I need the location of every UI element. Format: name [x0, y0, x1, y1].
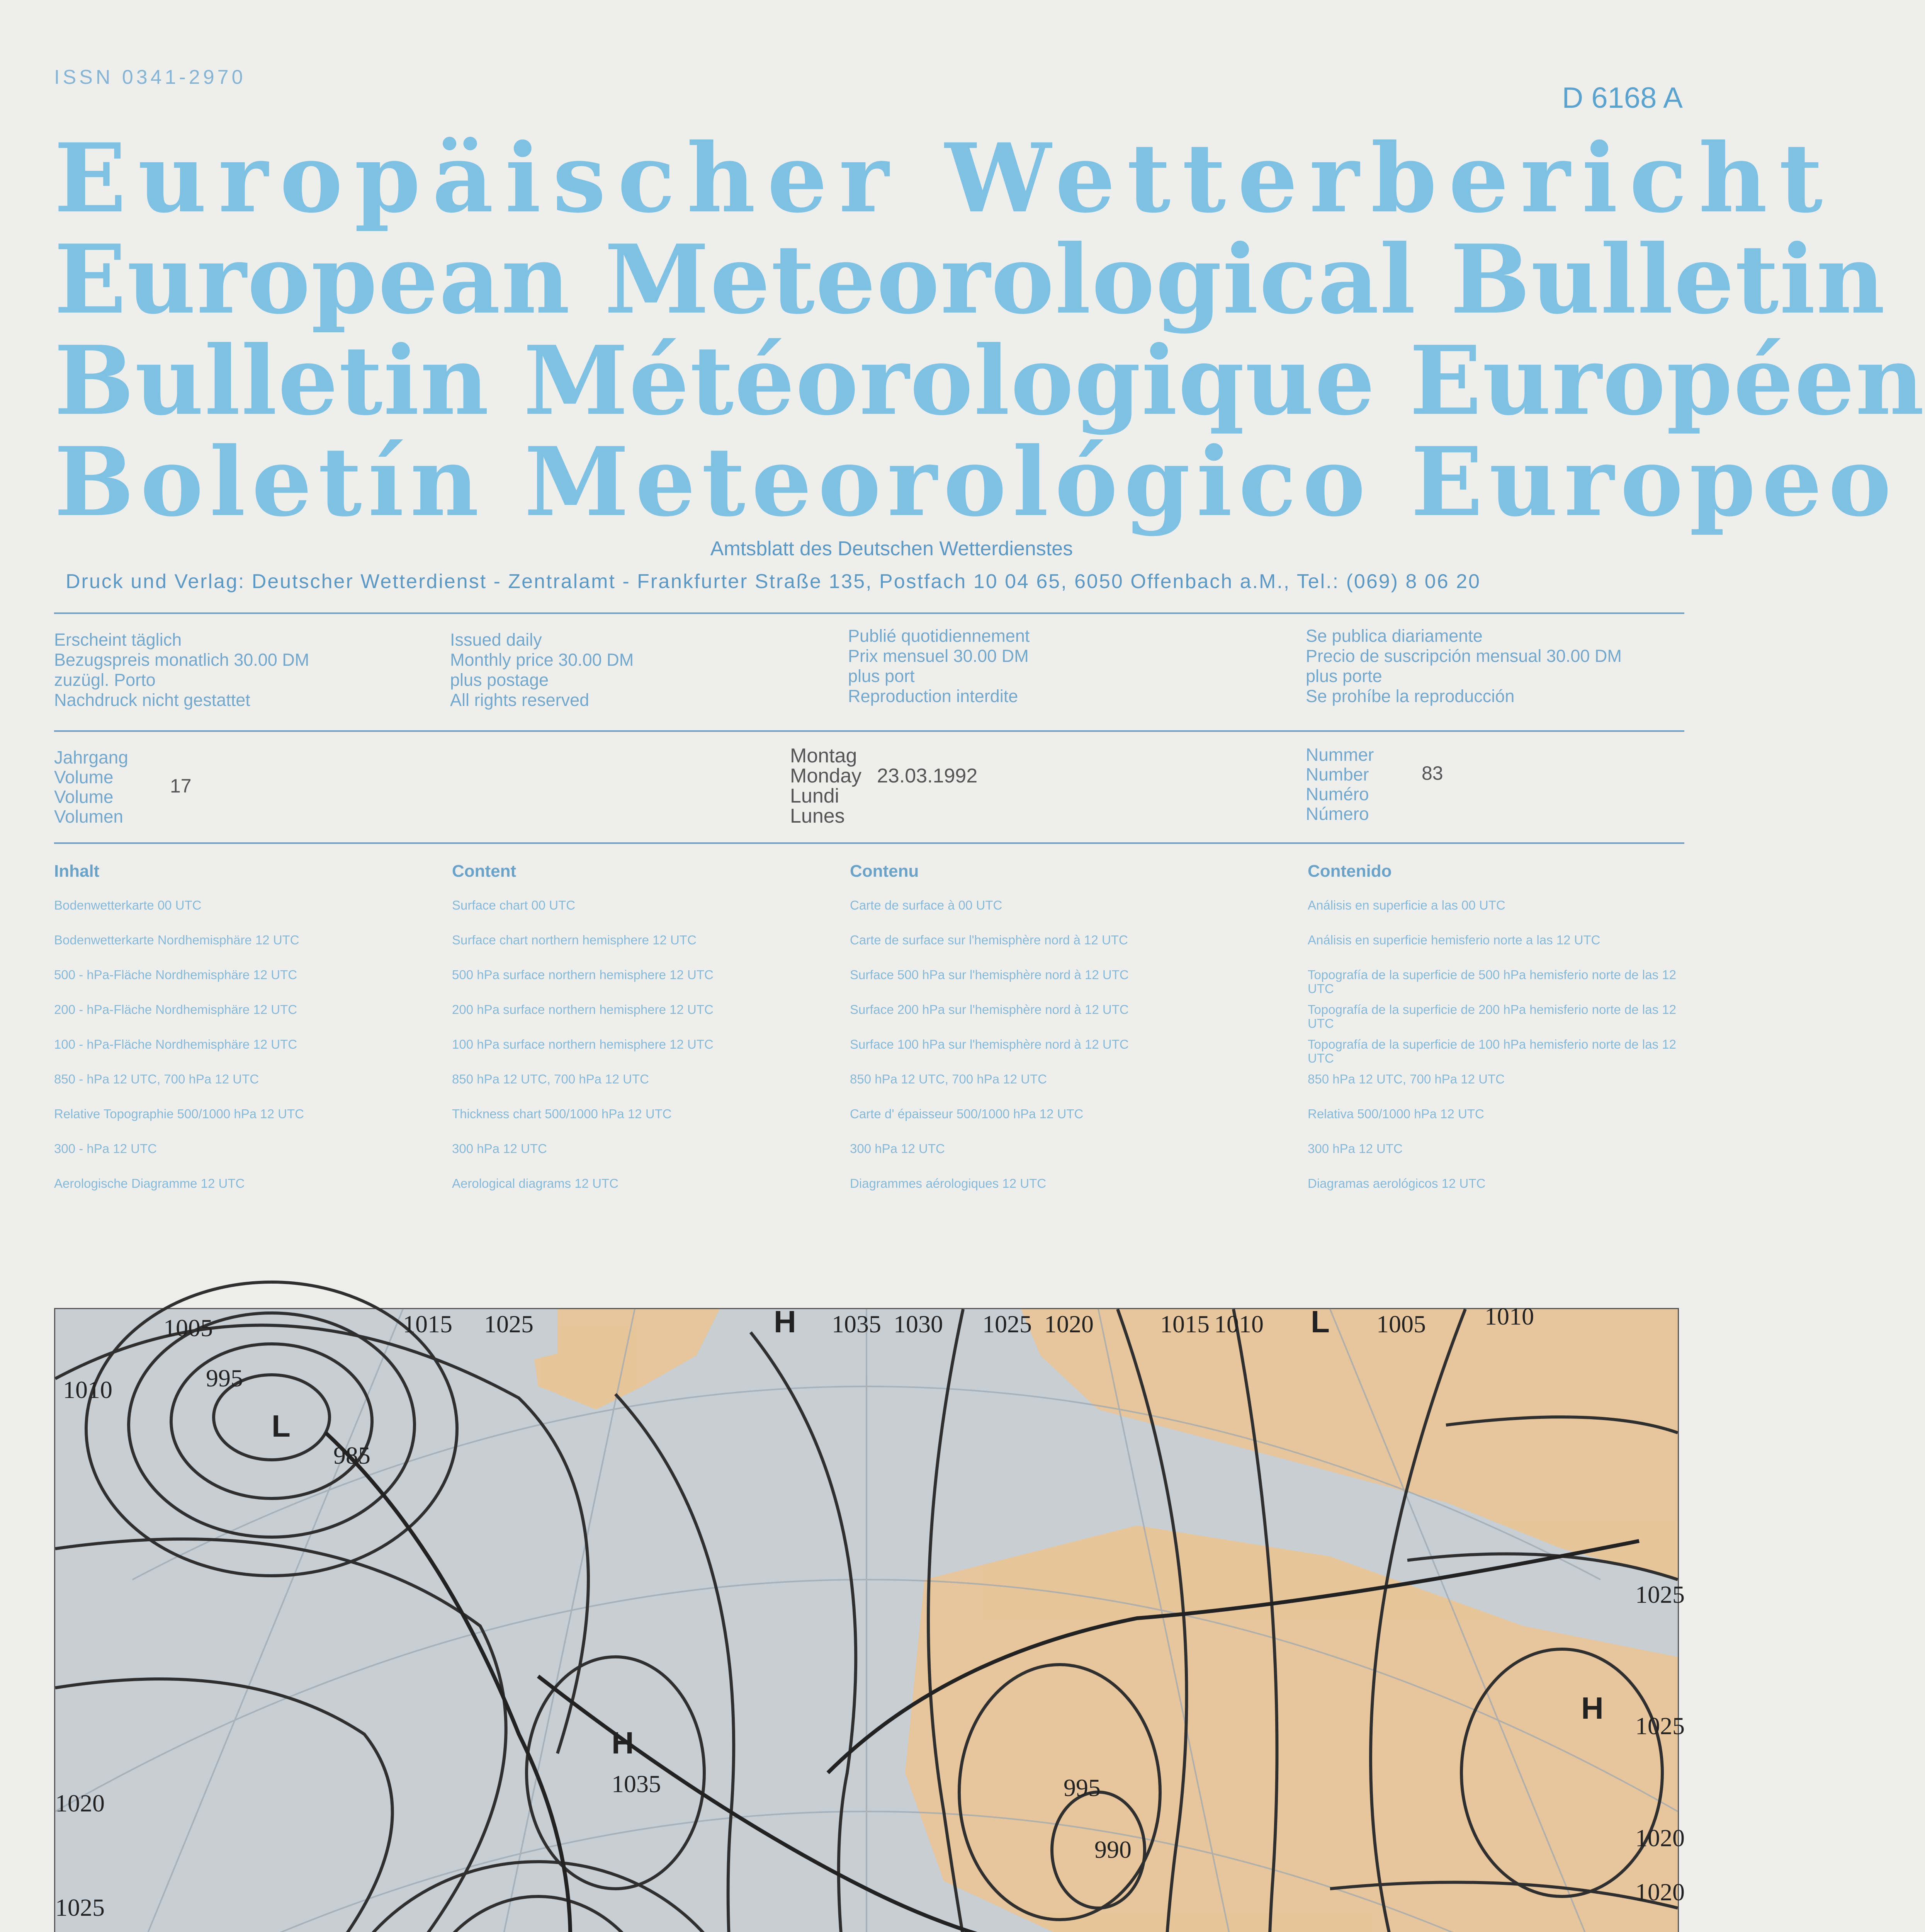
info-block-en: Issued daily Monthly price 30.00 DM plus postage All rights reserved	[450, 630, 634, 710]
title-spanish: Boletín Meteorológico Europeo	[54, 426, 1898, 537]
toc-header: Content	[452, 862, 517, 881]
toc-item: 850 - hPa 12 UTC, 700 hPa 12 UTC	[54, 1072, 259, 1086]
isobar-label: 990	[1094, 1836, 1132, 1863]
number-label: Numéro	[1306, 784, 1369, 804]
volume-value: 17	[170, 775, 192, 797]
volume-label: Volumen	[54, 806, 124, 827]
isobar-label: 1025	[1635, 1581, 1685, 1608]
toc-item: Topografía de la superficie de 500 hPa hemisferio norte de las 12 UTC	[1308, 968, 1676, 996]
volume-label: Jahrgang	[54, 747, 128, 767]
toc-column-es	[1308, 862, 1694, 1190]
toc-item: Aerological diagrams 12 UTC	[452, 1176, 619, 1190]
number-label: Número	[1306, 804, 1369, 824]
toc-item: Surface 200 hPa sur l'hemisphère nord à 12 UTC	[850, 1002, 1129, 1017]
toc-item: 850 hPa 12 UTC, 700 hPa 12 UTC	[452, 1072, 649, 1086]
toc-item: Bodenwetterkarte Nordhemisphäre 12 UTC	[54, 933, 299, 947]
high-pressure-center: H	[774, 1304, 796, 1339]
toc-item: Relativa 500/1000 hPa 12 UTC	[1308, 1107, 1484, 1121]
document-code: D 6168 A	[1562, 82, 1683, 114]
isobar-label: 1035	[832, 1310, 881, 1338]
day-label: Lundi	[790, 785, 839, 807]
toc-header: Contenu	[850, 862, 919, 881]
isobar-label: 985	[333, 1442, 370, 1469]
toc-item: Diagrammes aérologiques 12 UTC	[850, 1176, 1047, 1190]
toc-column-fr	[850, 862, 1283, 1190]
isobar-label: 1005	[1376, 1310, 1426, 1338]
toc-item: 850 hPa 12 UTC, 700 hPa 12 UTC	[1308, 1072, 1505, 1086]
isobar-label: 1005	[163, 1314, 213, 1342]
title-german: Europäischer Wetterbericht	[54, 122, 1835, 234]
publisher-line: Druck und Verlag: Deutscher Wetterdienst - Zentralamt - Frankfurter Straße 135, Postfach 10 04 65, 6050 Offenbach a.M., Tel.: (069) 8 06 20	[66, 570, 1481, 593]
isobar-label: 1030	[894, 1310, 943, 1338]
isobar-label: 1010	[1485, 1303, 1534, 1330]
isobar-label: 995	[1064, 1774, 1101, 1801]
toc-item: Análisis en superficie hemisferio norte a las 12 UTC	[1308, 933, 1600, 947]
info-block-es: Se publica diariamente Precio de suscripción mensual 30.00 DM plus porte Se prohíbe la reproducción	[1306, 626, 1622, 706]
toc-item: Análisis en superficie a las 00 UTC	[1308, 898, 1505, 912]
number-label: Nummer	[1306, 745, 1374, 765]
day-label: Lunes	[790, 805, 845, 827]
isobar-label: 1035	[612, 1770, 661, 1798]
toc-item: Topografía de la superficie de 100 hPa hemisferio norte de las 12 UTC	[1308, 1037, 1676, 1065]
toc-item: 850 hPa 12 UTC, 700 hPa 12 UTC	[850, 1072, 1047, 1086]
amtsblatt-line: Amtsblatt des Deutschen Wetterdienstes	[710, 537, 1073, 560]
toc-item: 100 hPa surface northern hemisphere 12 UTC	[452, 1037, 714, 1051]
toc-item: Carte de surface sur l'hemisphère nord à 12 UTC	[850, 933, 1128, 947]
toc-item: 300 - hPa 12 UTC	[54, 1141, 157, 1156]
toc-item: 100 - hPa-Fläche Nordhemisphäre 12 UTC	[54, 1037, 297, 1051]
divider	[54, 842, 1684, 844]
toc-item: 200 - hPa-Fläche Nordhemisphäre 12 UTC	[54, 1002, 297, 1017]
toc-column-en	[452, 862, 819, 1190]
issue-number: 83	[1422, 762, 1443, 784]
issue-date: 23.03.1992	[877, 765, 978, 787]
toc-item: Diagramas aerológicos 12 UTC	[1308, 1176, 1486, 1190]
toc-item: 300 hPa 12 UTC	[1308, 1141, 1403, 1156]
toc-item: Surface chart northern hemisphere 12 UTC	[452, 933, 697, 947]
day-label: Monday	[790, 765, 861, 787]
info-block-fr: Publié quotidiennement Prix mensuel 30.00 DM plus port Reproduction interdite	[848, 626, 1030, 706]
toc-item: Aerologische Diagramme 12 UTC	[54, 1176, 245, 1190]
toc-item: Thickness chart 500/1000 hPa 12 UTC	[452, 1107, 672, 1121]
isobar-label: 1015	[1160, 1310, 1210, 1338]
toc-item: Relative Topographie 500/1000 hPa 12 UTC	[54, 1107, 304, 1121]
toc-item: Surface 100 hPa sur l'hemisphère nord à 12 UTC	[850, 1037, 1129, 1051]
toc-column-de	[54, 862, 421, 1190]
toc-item: 200 hPa surface northern hemisphere 12 UTC	[452, 1002, 714, 1017]
isobar-label: 1020	[55, 1789, 105, 1817]
high-pressure-center: H	[612, 1726, 634, 1760]
divider	[54, 730, 1684, 732]
volume-label: Volume	[54, 767, 114, 787]
toc-item: Bodenwetterkarte 00 UTC	[54, 898, 202, 912]
toc-item: Surface 500 hPa sur l'hemisphère nord à 12 UTC	[850, 968, 1129, 982]
toc-item: Topografía de la superficie de 200 hPa hemisferio norte de las 12 UTC	[1308, 1002, 1676, 1031]
isobar-label: 1020	[1044, 1310, 1094, 1338]
info-block-de: Erscheint täglich Bezugspreis monatlich 30.00 DM zuzügl. Porto Nachdruck nicht gestattet	[54, 630, 309, 710]
weather-map-drawing	[55, 1303, 1685, 1932]
toc-item: 500 - hPa-Fläche Nordhemisphäre 12 UTC	[54, 968, 297, 982]
isobar-label: 1010	[63, 1376, 112, 1403]
title-english: European Meteorological Bulletin	[54, 224, 1886, 335]
day-label: Montag	[790, 745, 857, 767]
toc-item: Carte de surface à 00 UTC	[850, 898, 1002, 912]
surface-weather-map	[54, 1303, 1685, 1932]
day-labels	[790, 746, 861, 826]
low-pressure-center: L	[272, 1409, 291, 1443]
toc-header: Contenido	[1308, 862, 1392, 881]
isobar-label: 1025	[1635, 1712, 1685, 1740]
divider	[54, 612, 1684, 614]
high-pressure-center: H	[1581, 1691, 1604, 1725]
number-label: Number	[1306, 764, 1369, 784]
volume-labels	[54, 748, 128, 827]
toc-item: 300 hPa 12 UTC	[452, 1141, 547, 1156]
toc-item: Carte d' épaisseur 500/1000 hPa 12 UTC	[850, 1107, 1084, 1121]
toc-header: Inhalt	[54, 862, 100, 881]
isobar-label: 1025	[982, 1310, 1032, 1338]
toc-item: 500 hPa surface northern hemisphere 12 UTC	[452, 968, 714, 982]
title-french: Bulletin Météorologique Européen	[54, 325, 1925, 436]
isobar-label: 1025	[484, 1310, 533, 1338]
isobar-label: 1025	[55, 1894, 105, 1921]
volume-label: Volume	[54, 787, 114, 807]
number-labels	[1306, 745, 1374, 824]
issn-number: ISSN 0341-2970	[54, 66, 246, 88]
low-pressure-center: L	[1311, 1304, 1330, 1339]
land-central-europe	[905, 1526, 1678, 1932]
isobar-label: 995	[206, 1364, 243, 1392]
isobar-label: 1020	[1635, 1878, 1685, 1906]
isobar-label: 1020	[1635, 1824, 1685, 1852]
isobar-label: 1015	[403, 1310, 452, 1338]
isobar-label: 1010	[1214, 1310, 1264, 1338]
toc-item: Surface chart 00 UTC	[452, 898, 576, 912]
title-block	[54, 122, 1925, 537]
toc-item: 300 hPa 12 UTC	[850, 1141, 945, 1156]
